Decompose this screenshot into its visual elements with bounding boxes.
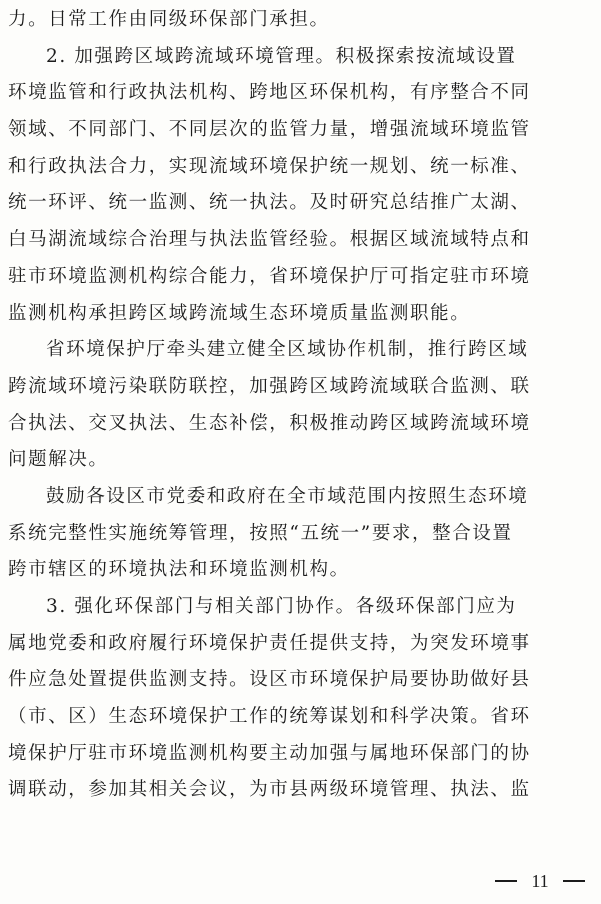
text-line: 白马湖流域综合治理与执法监管经验。根据区域流域特点和 (8, 229, 531, 251)
text-line: 省环境保护厅牵头建立健全区域协作机制，推行跨区域 (46, 339, 529, 361)
text-line: 合执法、交叉执法、生态补偿，积极推动跨区域跨流域环境 (8, 412, 531, 434)
text-line: 3. 强化环保部门与相关部门协作。各级环保部门应为 (46, 596, 517, 617)
text-line: 系统完整性实施统筹管理，按照“五统一”要求，整合设置 (8, 522, 513, 544)
text-line: 2. 加强跨区域跨流域环境管理。积极探索按流域设置 (46, 45, 517, 67)
text-line: 跨流域环境污染联防联控，加强跨区域跨流域联合监测、联 (8, 375, 531, 397)
text-line: 和行政执法合力，实现流域环境保护统一规划、统一标准、 (8, 155, 531, 177)
text-line: 统一环评、统一监测、统一执法。及时研究总结推广太湖、 (8, 192, 531, 214)
text-line: 力。日常工作由同级环保部门承担。 (8, 9, 330, 30)
text-line: 领域、不同部门、不同层次的监管力量，增强流域环境监管 (8, 119, 531, 141)
text-line: 调联动，参加其相关会议，为市县两级环境管理、执法、监 (8, 779, 531, 801)
text-line: 鼓励各设区市党委和政府在全市域范围内按照生态环境 (46, 485, 529, 507)
dash-right (563, 880, 585, 882)
page-number (495, 868, 585, 894)
text-line: （市、区）生态环境保护工作的统筹谋划和科学决策。省环 (8, 706, 531, 728)
dash-left (495, 880, 517, 882)
text-line: 驻市环境监测机构综合能力，省环境保护厅可指定驻市环境 (8, 265, 531, 287)
text-line: 境保护厅驻市环境监测机构要主动加强与属地环保部门的协 (8, 742, 531, 764)
text-line: 件应急处置提供监测支持。设区市环境保护局要协助做好县 (8, 669, 531, 691)
text-line: 监测机构承担跨区域跨流域生态环境质量监测职能。 (8, 302, 471, 324)
body-text (8, 2, 593, 809)
text-line: 跨市辖区的环境执法和环境监测机构。 (8, 559, 350, 581)
text-line: 属地党委和政府履行环境保护责任提供支持，为突发环境事 (8, 632, 531, 654)
text-line: 问题解决。 (8, 449, 109, 471)
page-number-value: 11 (531, 870, 549, 891)
text-line: 环境监管和行政执法机构、跨地区环保机构，有序整合不同 (8, 82, 531, 104)
